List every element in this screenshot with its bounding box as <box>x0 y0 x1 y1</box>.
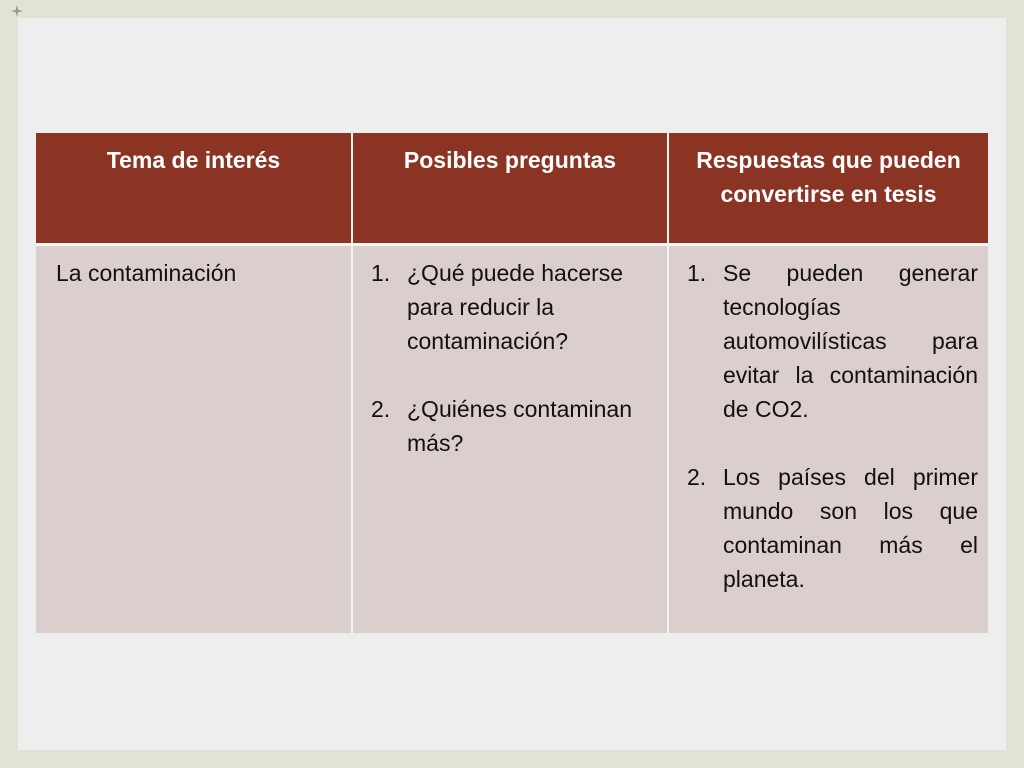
topic-cell <box>36 245 352 634</box>
answers-cell <box>668 245 988 634</box>
answers-list <box>687 256 978 596</box>
thesis-table <box>36 133 988 633</box>
header-questions: Posibles preguntas <box>352 133 668 245</box>
list-item <box>371 256 657 358</box>
questions-cell <box>352 245 668 634</box>
question-text: ¿Quiénes contaminan más? <box>407 396 633 456</box>
list-item <box>687 460 978 596</box>
list-number: 2. <box>371 396 391 422</box>
header-row <box>36 133 988 245</box>
list-number: 1. <box>687 260 707 286</box>
header-topic: Tema de interés <box>36 133 352 245</box>
four-petal-bullet-icon <box>11 5 23 17</box>
answer-text: Se pueden generar tecnologías automovilísticas para evitar la contaminación de CO2. <box>723 260 978 422</box>
list-item <box>371 392 657 460</box>
question-text: ¿Qué puede hacerse para reducir la contaminación? <box>407 260 624 354</box>
header-answers: Respuestas que pueden convertirse en tesis <box>668 133 988 245</box>
questions-list <box>371 256 657 460</box>
list-number: 2. <box>687 464 707 490</box>
table-row <box>36 245 988 634</box>
list-number: 1. <box>371 260 391 286</box>
list-item <box>687 256 978 426</box>
answer-text: Los países del primer mundo son los que contaminan más el planeta. <box>723 464 978 592</box>
topic-text: La contaminación <box>56 260 237 286</box>
